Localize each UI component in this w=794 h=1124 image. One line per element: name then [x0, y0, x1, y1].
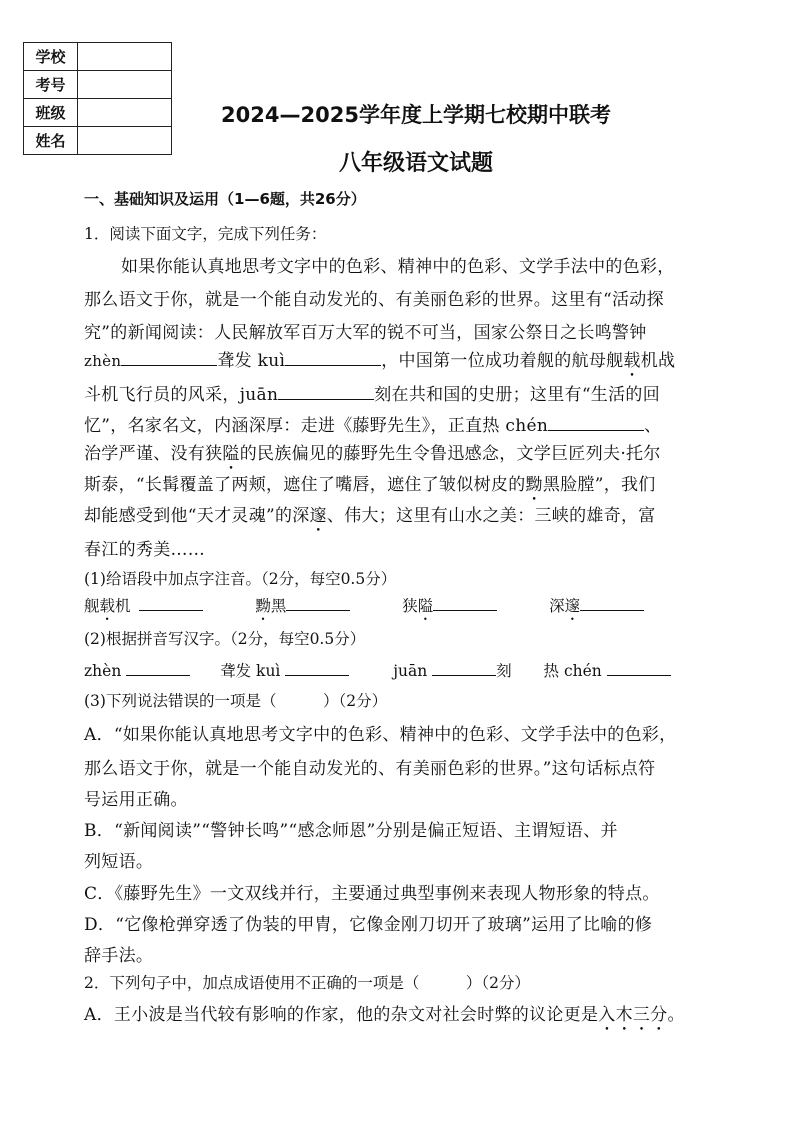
text: 聋发 kuì [217, 351, 286, 371]
answer-blank[interactable] [285, 661, 349, 676]
text: 机 [115, 597, 131, 615]
passage-line [84, 470, 656, 505]
passage-line [84, 411, 661, 436]
option-b: 列短语。 [84, 852, 154, 872]
pinyin-zhen: zhèn [84, 352, 122, 370]
passage-line: 如果你能认真地思考文字中的色彩、精神中的色彩、文学手法中的色彩， [121, 257, 675, 277]
exam-title: 2024—2025学年度上学期七校期中联考 [221, 103, 611, 127]
section-heading: 一、基础知识及运用（1—6题，共26分） [84, 190, 366, 208]
text: 的民族偏见的藤野先生令鲁迅感念，文学巨匠列夫·托尔 [239, 444, 661, 464]
answer-blank[interactable] [580, 596, 644, 611]
dotted-char: 邃 [564, 597, 581, 615]
option-a: 那么语文于你，就是一个能自动发光的、有美丽色彩的世界。”这句话标点符 [84, 759, 656, 779]
option-a: A．“如果你能认真地思考文字中的色彩、精神中的色彩、文学手法中的色彩， [84, 725, 677, 745]
info-label-name: 姓名 [24, 127, 78, 155]
answer-blank[interactable] [126, 661, 190, 676]
dotted-char: 载 [99, 597, 116, 615]
q1-sub1-answers [84, 594, 644, 624]
answer-blank[interactable] [285, 351, 381, 366]
option-d: 辞手法。 [84, 946, 154, 966]
text: 治学严谨、没有狭 [84, 444, 223, 464]
text: ，中国第一位成功着舰的航母舰 [381, 351, 624, 371]
passage-line: 那么语文于你，就是一个能自动发光的、有美丽色彩的世界。这里有“活动探 [84, 290, 664, 310]
answer-blank[interactable] [433, 596, 497, 611]
q2-option-a [84, 1000, 685, 1035]
q1-sub2-answers [84, 659, 671, 681]
dotted-char: 隘 [222, 444, 240, 464]
passage-line [84, 439, 661, 474]
option-b: B．“新闻阅读”“警钟长鸣”“感念师恩”分别是偏正短语、主谓短语、并 [84, 821, 618, 841]
dotted-char: 邃 [309, 506, 327, 526]
q2-stem: 2．下列句子中，加点成语使用不正确的一项是（ ）（2分） [84, 974, 530, 992]
answer-blank[interactable] [286, 596, 350, 611]
text: 刻 [496, 662, 512, 680]
q1-sub1: (1)给语段中加点字注音。（2分，每空0.5分） [84, 570, 397, 588]
text: A．王小波是当代较有影响的作家，他的杂文对社会时弊的议论更是 [84, 1005, 599, 1025]
q1-sub3: (3)下列说法错误的一项是（ ）（2分） [84, 692, 388, 710]
exam-subtitle: 八年级语文试题 [338, 151, 493, 176]
text: zhèn [84, 662, 122, 680]
answer-blank[interactable] [139, 596, 203, 611]
passage-line [84, 501, 656, 536]
text: 刻在共和国的史册；这里有“生活的回 [374, 385, 661, 405]
answer-blank[interactable] [278, 385, 374, 400]
text: 聋发 kuì [220, 662, 281, 680]
text: juān [393, 662, 428, 680]
text: 黑 [270, 597, 287, 615]
passage-line: 春江的秀美…… [84, 540, 206, 560]
info-label-school: 学校 [24, 43, 78, 71]
text: 、 [644, 416, 662, 436]
answer-blank[interactable] [432, 661, 496, 676]
answer-blank[interactable] [121, 351, 217, 366]
passage-line [84, 380, 660, 405]
text: 狭 [402, 597, 418, 615]
school-field[interactable] [78, 43, 172, 71]
info-label-class: 班级 [24, 99, 78, 127]
text: 。 [667, 1005, 685, 1025]
text: 热 chén [543, 662, 602, 680]
text: 斯泰，“长髯覆盖了两颊，遮住了嘴唇，遮住了皱似树皮的 [84, 475, 526, 495]
q1-stem: 1．阅读下面文字，完成下列任务： [84, 225, 327, 243]
answer-blank[interactable] [548, 416, 644, 431]
q1-sub2: (2)根据拼音写汉字。（2分，每空0.5分） [84, 630, 366, 648]
text: 却能感受到他“天才灵魂”的深 [84, 506, 310, 526]
dotted-char: 隘 [417, 597, 434, 615]
text: 忆”，名家名文，内涵深厚：走进《藤野先生》，正直热 chén [84, 416, 549, 436]
text: 斗机飞行员的风采，juān [84, 385, 279, 405]
exam-number-field[interactable] [78, 71, 172, 99]
dotted-char: 载 [623, 351, 641, 371]
text: 机战 [640, 351, 676, 371]
text: 深 [549, 597, 565, 615]
passage-line [84, 346, 675, 381]
option-c: C．《藤野先生》一文双线并行，主要通过典型事例来表现人物形象的特点。 [84, 884, 660, 904]
answer-blank[interactable] [607, 661, 671, 676]
option-a: 号运用正确。 [84, 790, 188, 810]
option-d: D．“它像枪弹穿透了伪装的甲胄，它像金刚刀切开了玻璃”运用了比喻的修 [84, 915, 653, 935]
text: 舰 [84, 597, 100, 615]
dotted-char: 黝 [525, 475, 543, 495]
dotted-idiom: 入木三分 [598, 1005, 668, 1025]
text: 黑脸膛”，我们 [542, 475, 656, 495]
passage-line: 究”的新闻阅读：人民解放军百万大军的锐不可当，国家公祭日之长鸣警钟 [84, 323, 647, 343]
dotted-char: 黝 [255, 597, 271, 615]
text: 、伟大；这里有山水之美：三峡的雄奇，富 [326, 506, 656, 526]
info-label-exam-no: 考号 [24, 71, 78, 99]
